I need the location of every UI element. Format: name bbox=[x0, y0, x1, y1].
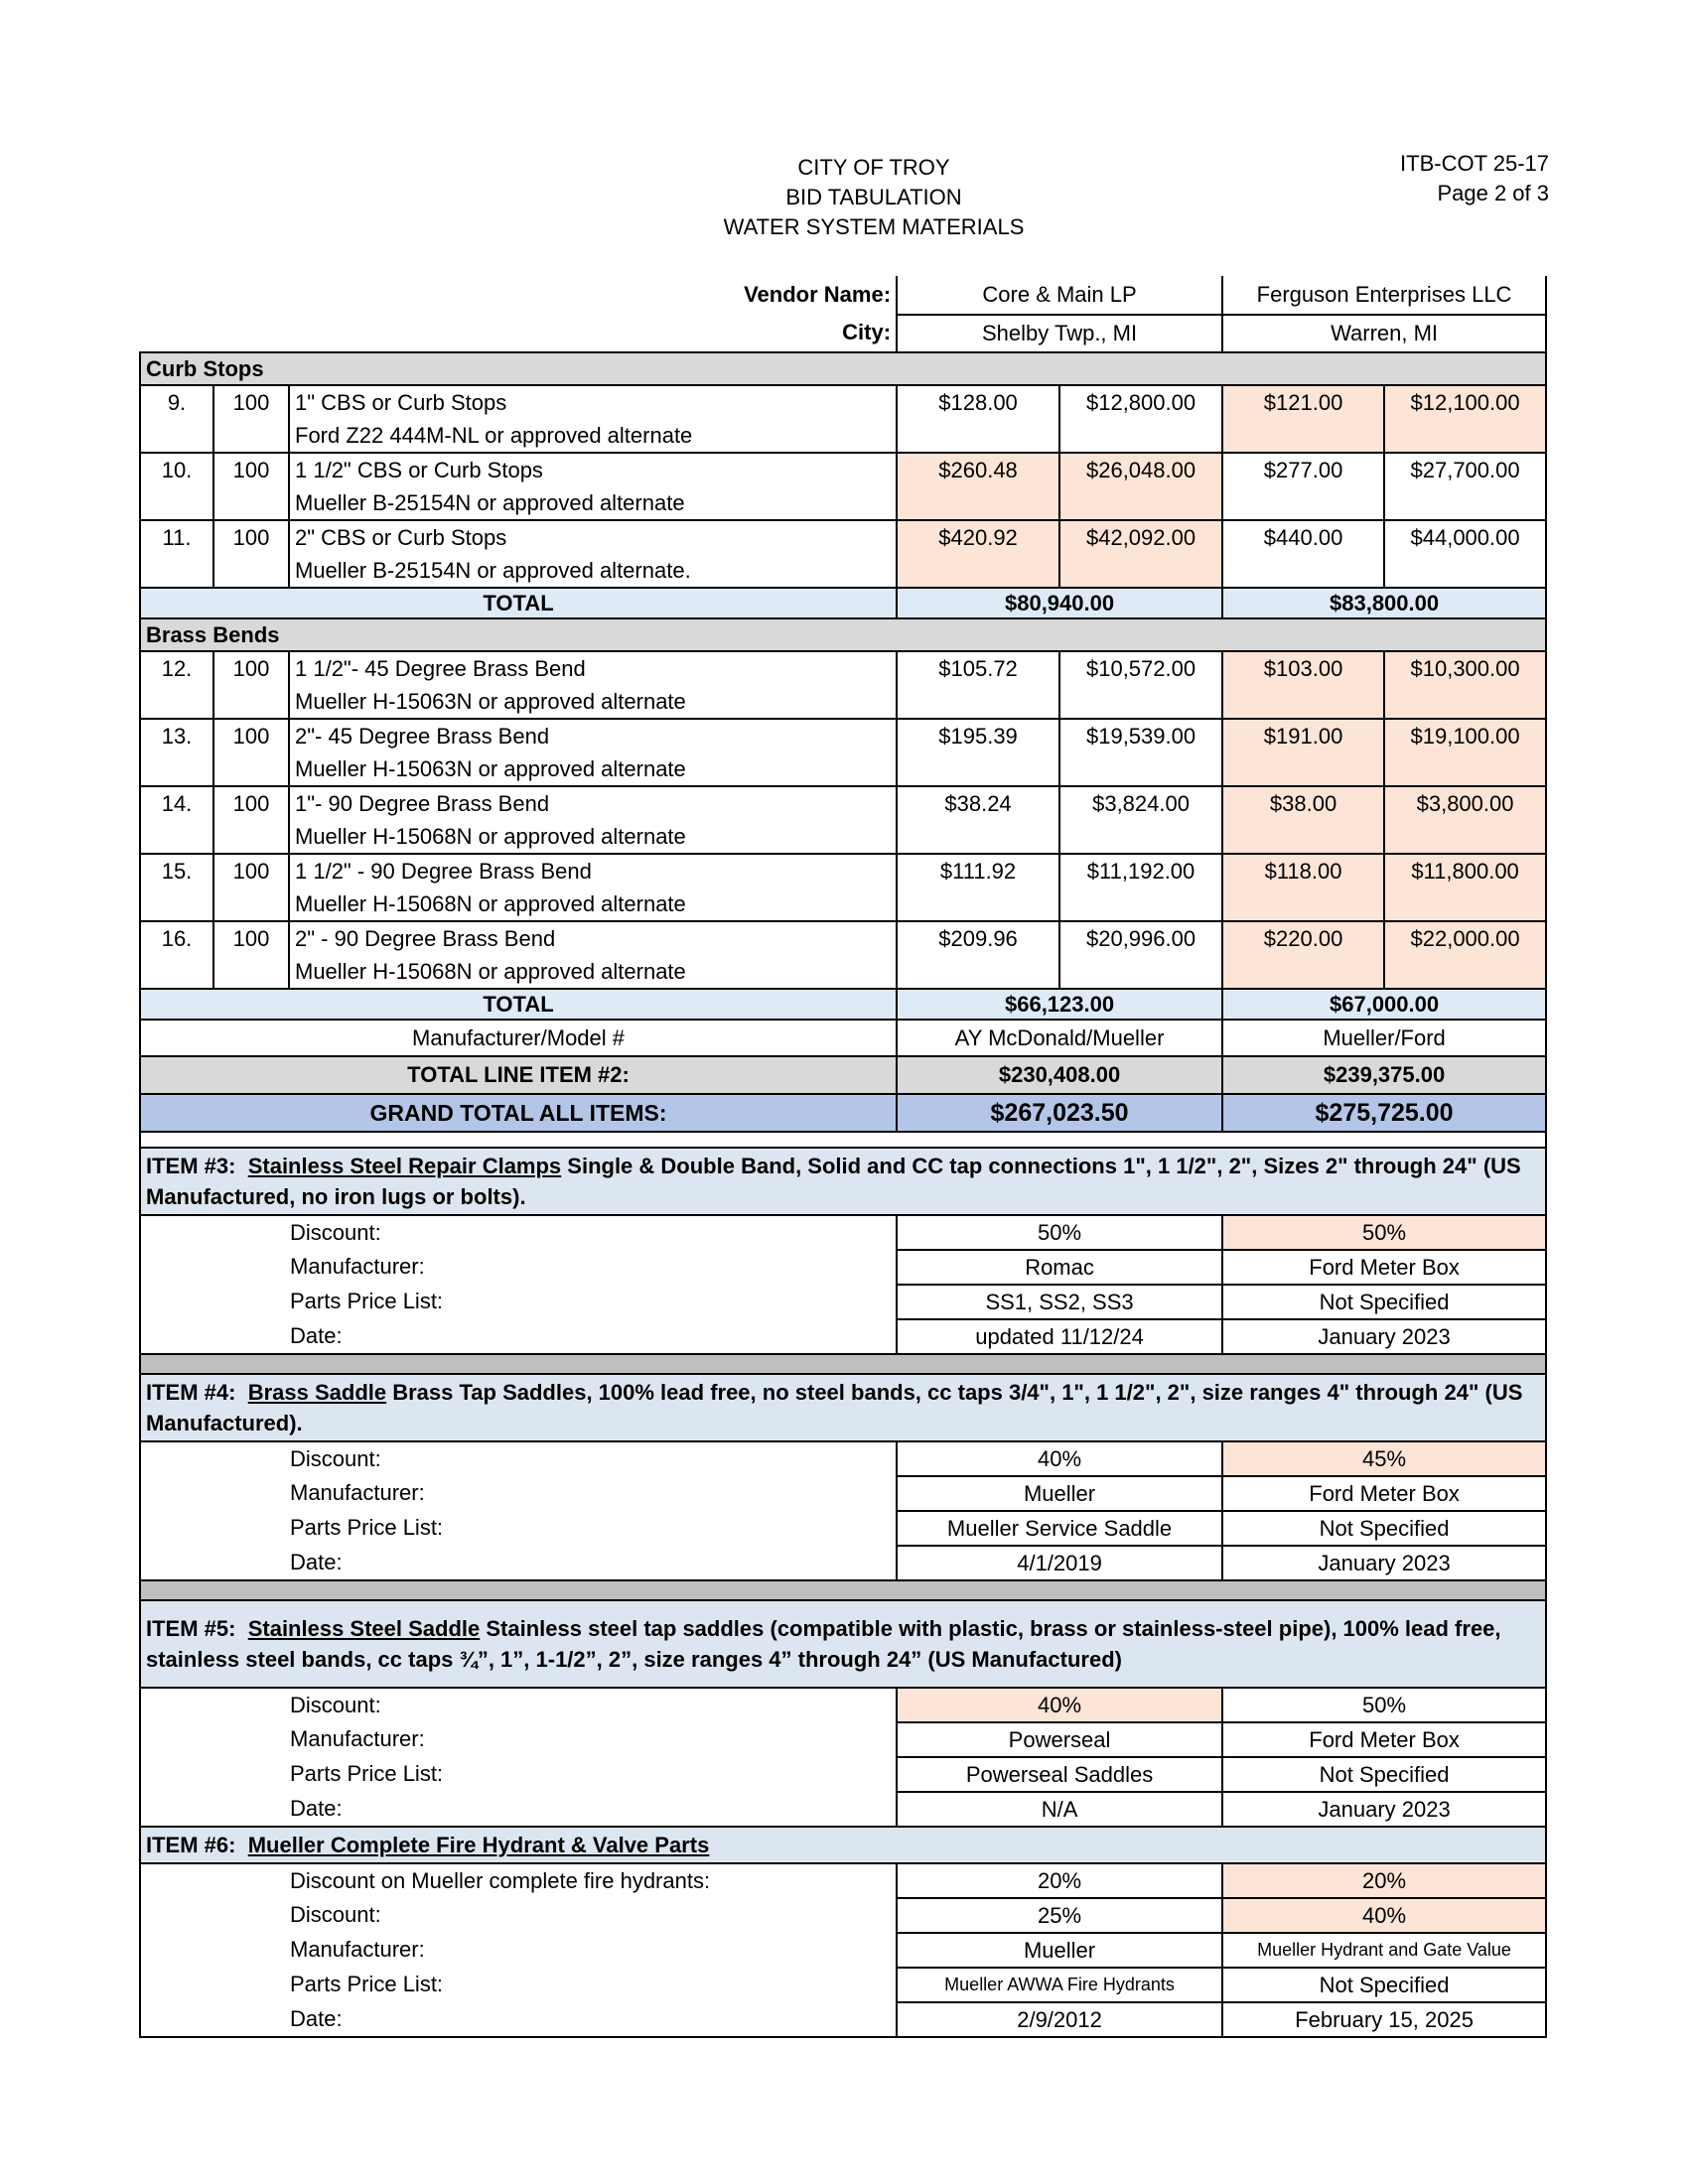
item-description bbox=[289, 453, 897, 520]
vendor1-extended-price: $26,048.00 bbox=[1059, 453, 1222, 520]
itb-number: ITB-COT 25-17 bbox=[1400, 151, 1549, 176]
manufacturer-model-row bbox=[140, 1020, 1546, 1056]
total-label: TOTAL bbox=[140, 588, 897, 618]
detail-label: Date: bbox=[140, 1792, 897, 1827]
vendor1-value: Mueller AWWA Fire Hydrants bbox=[897, 1968, 1222, 2002]
vendor2-value: Ford Meter Box bbox=[1222, 1722, 1546, 1757]
detail-label: Date: bbox=[140, 1546, 897, 1580]
item-desc-line-1: 1 1/2" CBS or Curb Stops bbox=[295, 458, 543, 482]
item-desc-line-2: Mueller H-15068N or approved alternate bbox=[295, 824, 686, 849]
detail-label: Manufacturer: bbox=[140, 1933, 897, 1968]
item3-description: Single & Double Band, Solid and CC tap connections 1", 1 1/2", 2", Sizes 2" through 24" (US Manufactured, no iron lugs or bolts). bbox=[146, 1154, 1521, 1209]
item6-header bbox=[140, 1827, 1546, 1863]
vendor1-unit-price: $420.92 bbox=[897, 520, 1059, 588]
section-header-curb-stops bbox=[140, 352, 1546, 385]
vendor2-unit-price: $118.00 bbox=[1222, 854, 1384, 921]
vendor2-extended-price: $22,000.00 bbox=[1384, 921, 1546, 989]
vendor2-extended-price: $44,000.00 bbox=[1384, 520, 1546, 588]
item6-detail-row bbox=[140, 1933, 1546, 1968]
item-description bbox=[289, 520, 897, 588]
item-number: 9. bbox=[140, 385, 213, 453]
item-desc-line-2: Mueller B-25154N or approved alternate. bbox=[295, 558, 691, 583]
vendor2-line-item-total: $239,375.00 bbox=[1222, 1056, 1546, 1094]
vendor2-value: January 2023 bbox=[1222, 1546, 1546, 1580]
table-row bbox=[140, 854, 1546, 921]
item3-prefix: ITEM #3: bbox=[146, 1154, 236, 1178]
item5-detail-row bbox=[140, 1722, 1546, 1757]
vendor2-extended-price: $19,100.00 bbox=[1384, 719, 1546, 786]
vendor2-value: Not Specified bbox=[1222, 1757, 1546, 1792]
item6-detail-row bbox=[140, 1863, 1546, 1898]
item-description bbox=[289, 854, 897, 921]
vendor1-unit-price: $128.00 bbox=[897, 385, 1059, 453]
vendor1-line-item-total: $230,408.00 bbox=[897, 1056, 1222, 1094]
vendor1-value: Powerseal bbox=[897, 1722, 1222, 1757]
item-number: 15. bbox=[140, 854, 213, 921]
vendor1-extended-price: $12,800.00 bbox=[1059, 385, 1222, 453]
section-title: Curb Stops bbox=[140, 352, 1546, 385]
vendor2-extended-price: $11,800.00 bbox=[1384, 854, 1546, 921]
vendor1-unit-price: $260.48 bbox=[897, 453, 1059, 520]
vendor1-value: 40% bbox=[897, 1688, 1222, 1722]
item-desc-line-1: 2"- 45 Degree Brass Bend bbox=[295, 724, 550, 749]
total-line-item-label: TOTAL LINE ITEM #2: bbox=[140, 1056, 897, 1094]
separator-row bbox=[140, 1580, 1546, 1600]
vendor2-unit-price: $440.00 bbox=[1222, 520, 1384, 588]
vendor1-city: Shelby Twp., MI bbox=[897, 315, 1222, 352]
vendor1-manufacturer-model: AY McDonald/Mueller bbox=[897, 1020, 1222, 1056]
item-desc-line-2: Mueller H-15063N or approved alternate bbox=[295, 756, 686, 781]
detail-label: Parts Price List: bbox=[140, 1511, 897, 1546]
item-description bbox=[289, 651, 897, 719]
item-desc-line-2: Ford Z22 444M-NL or approved alternate bbox=[295, 423, 693, 448]
item-number: 12. bbox=[140, 651, 213, 719]
vendor2-value: 50% bbox=[1222, 1688, 1546, 1722]
section-header-brass-bends bbox=[140, 618, 1546, 651]
item-number: 10. bbox=[140, 453, 213, 520]
vendor2-value: 50% bbox=[1222, 1215, 1546, 1250]
item-desc-line-1: 2" CBS or Curb Stops bbox=[295, 525, 507, 550]
vendor2-unit-price: $220.00 bbox=[1222, 921, 1384, 989]
vendor1-value: N/A bbox=[897, 1792, 1222, 1827]
item6-prefix: ITEM #6: bbox=[146, 1833, 236, 1857]
vendor2-city: Warren, MI bbox=[1222, 315, 1546, 352]
item-desc-line-1: 1" CBS or Curb Stops bbox=[295, 390, 507, 415]
vendor2-grand-total: $275,725.00 bbox=[1222, 1094, 1546, 1132]
table-row bbox=[140, 786, 1546, 854]
vendor1-extended-price: $10,572.00 bbox=[1059, 651, 1222, 719]
vendor-name-row bbox=[140, 276, 1546, 315]
item3-header bbox=[140, 1148, 1546, 1215]
vendor1-value: 50% bbox=[897, 1215, 1222, 1250]
item6-detail-row bbox=[140, 2002, 1546, 2037]
item6-detail-row bbox=[140, 1968, 1546, 2002]
vendor2-value: 45% bbox=[1222, 1441, 1546, 1476]
item3-detail-row bbox=[140, 1285, 1546, 1319]
detail-label: Discount: bbox=[140, 1898, 897, 1933]
grand-total-label: GRAND TOTAL ALL ITEMS: bbox=[140, 1094, 897, 1132]
item-desc-line-1: 2" - 90 Degree Brass Bend bbox=[295, 926, 556, 951]
vendor1-extended-price: $20,996.00 bbox=[1059, 921, 1222, 989]
item3-detail-row bbox=[140, 1215, 1546, 1250]
separator-row bbox=[140, 1354, 1546, 1374]
vendor2-unit-price: $191.00 bbox=[1222, 719, 1384, 786]
vendor1-value: updated 11/12/24 bbox=[897, 1319, 1222, 1354]
item3-detail-row bbox=[140, 1250, 1546, 1285]
item5-prefix: ITEM #5: bbox=[146, 1616, 236, 1641]
detail-label: Discount: bbox=[140, 1441, 897, 1476]
detail-label: Manufacturer: bbox=[140, 1722, 897, 1757]
vendor2-extended-price: $12,100.00 bbox=[1384, 385, 1546, 453]
detail-label: Parts Price List: bbox=[140, 1285, 897, 1319]
vendor1-value: Powerseal Saddles bbox=[897, 1757, 1222, 1792]
table-row bbox=[140, 453, 1546, 520]
table-row bbox=[140, 719, 1546, 786]
header-line-1: CITY OF TROY bbox=[797, 155, 950, 180]
item6-title: Mueller Complete Fire Hydrant & Valve Parts bbox=[247, 1833, 710, 1857]
item-desc-line-2: Mueller H-15068N or approved alternate bbox=[295, 891, 686, 916]
vendor2-value: Ford Meter Box bbox=[1222, 1476, 1546, 1511]
vendor2-manufacturer-model: Mueller/Ford bbox=[1222, 1020, 1546, 1056]
spacer-row bbox=[140, 1132, 1546, 1148]
item4-detail-row bbox=[140, 1511, 1546, 1546]
vendor1-extended-price: $42,092.00 bbox=[1059, 520, 1222, 588]
vendor2-total: $83,800.00 bbox=[1222, 588, 1546, 618]
detail-label: Date: bbox=[140, 2002, 897, 2037]
item-desc-line-2: Mueller B-25154N or approved alternate bbox=[295, 490, 685, 515]
vendor1-unit-price: $111.92 bbox=[897, 854, 1059, 921]
item-number: 11. bbox=[140, 520, 213, 588]
vendor2-value: Not Specified bbox=[1222, 1968, 1546, 2002]
vendor1-name: Core & Main LP bbox=[897, 276, 1222, 315]
table-row bbox=[140, 520, 1546, 588]
item-description bbox=[289, 786, 897, 854]
detail-label: Manufacturer: bbox=[140, 1250, 897, 1285]
item5-detail-row bbox=[140, 1688, 1546, 1722]
detail-label: Date: bbox=[140, 1319, 897, 1354]
vendor2-value: January 2023 bbox=[1222, 1319, 1546, 1354]
item-quantity: 100 bbox=[213, 921, 289, 989]
header-line-3: WATER SYSTEM MATERIALS bbox=[723, 214, 1025, 239]
item4-description: Brass Tap Saddles, 100% lead free, no steel bands, cc taps 3/4", 1", 1 1/2", 2", size ranges 4" through 24" (US Manufactured). bbox=[146, 1380, 1523, 1435]
item-description bbox=[289, 385, 897, 453]
vendor1-extended-price: $11,192.00 bbox=[1059, 854, 1222, 921]
vendor1-grand-total: $267,023.50 bbox=[897, 1094, 1222, 1132]
item3-detail-row bbox=[140, 1319, 1546, 1354]
detail-label: Manufacturer: bbox=[140, 1476, 897, 1511]
item5-title: Stainless Steel Saddle bbox=[247, 1616, 481, 1641]
item3-title: Stainless Steel Repair Clamps bbox=[247, 1154, 562, 1178]
document-reference bbox=[1241, 149, 1549, 208]
vendor1-unit-price: $209.96 bbox=[897, 921, 1059, 989]
vendor2-extended-price: $10,300.00 bbox=[1384, 651, 1546, 719]
item-desc-line-1: 1"- 90 Degree Brass Bend bbox=[295, 791, 550, 816]
total-label: TOTAL bbox=[140, 989, 897, 1020]
item-quantity: 100 bbox=[213, 854, 289, 921]
vendor1-extended-price: $19,539.00 bbox=[1059, 719, 1222, 786]
item4-header bbox=[140, 1374, 1546, 1441]
item-desc-line-1: 1 1/2" - 90 Degree Brass Bend bbox=[295, 859, 592, 884]
detail-label: Discount: bbox=[140, 1688, 897, 1722]
vendor1-value: 40% bbox=[897, 1441, 1222, 1476]
vendor2-value: Not Specified bbox=[1222, 1285, 1546, 1319]
vendor2-extended-price: $3,800.00 bbox=[1384, 786, 1546, 854]
vendor-city-row bbox=[140, 315, 1546, 352]
vendor1-total: $80,940.00 bbox=[897, 588, 1222, 618]
vendor2-value: January 2023 bbox=[1222, 1792, 1546, 1827]
item-quantity: 100 bbox=[213, 453, 289, 520]
table-row bbox=[140, 921, 1546, 989]
vendor-city-label: City: bbox=[140, 315, 897, 352]
item4-detail-row bbox=[140, 1476, 1546, 1511]
item5-detail-row bbox=[140, 1757, 1546, 1792]
item5-description: Stainless steel tap saddles (compatible with plastic, brass or stainless-steel pipe), 100% lead free, stainless steel bands, cc taps ¾”, 1”, 1-1/2”, 2”, size ranges 4” through 24” (US Manufactured) bbox=[146, 1616, 1501, 1672]
section-title: Brass Bends bbox=[140, 618, 1546, 651]
detail-label: Discount: bbox=[140, 1215, 897, 1250]
detail-label: Parts Price List: bbox=[140, 1757, 897, 1792]
item-quantity: 100 bbox=[213, 786, 289, 854]
vendor1-unit-price: $105.72 bbox=[897, 651, 1059, 719]
document-header bbox=[635, 153, 1112, 242]
vendor-name-label: Vendor Name: bbox=[140, 276, 897, 315]
vendor1-extended-price: $3,824.00 bbox=[1059, 786, 1222, 854]
vendor2-unit-price: $121.00 bbox=[1222, 385, 1384, 453]
item-description bbox=[289, 719, 897, 786]
item-quantity: 100 bbox=[213, 719, 289, 786]
grand-total-row bbox=[140, 1094, 1546, 1132]
vendor1-value: 25% bbox=[897, 1898, 1222, 1933]
vendor2-name: Ferguson Enterprises LLC bbox=[1222, 276, 1546, 315]
vendor2-unit-price: $103.00 bbox=[1222, 651, 1384, 719]
vendor2-value: 40% bbox=[1222, 1898, 1546, 1933]
vendor2-extended-price: $27,700.00 bbox=[1384, 453, 1546, 520]
item6-detail-row bbox=[140, 1898, 1546, 1933]
item4-title: Brass Saddle bbox=[247, 1380, 387, 1405]
vendor1-value: SS1, SS2, SS3 bbox=[897, 1285, 1222, 1319]
table-row bbox=[140, 385, 1546, 453]
detail-label: Parts Price List: bbox=[140, 1968, 897, 2002]
item-quantity: 100 bbox=[213, 651, 289, 719]
vendor1-value: Mueller bbox=[897, 1476, 1222, 1511]
vendor2-value: Ford Meter Box bbox=[1222, 1250, 1546, 1285]
detail-label: Discount on Mueller complete fire hydrants: bbox=[140, 1863, 897, 1898]
total-line-item-row bbox=[140, 1056, 1546, 1094]
vendor2-value: 20% bbox=[1222, 1863, 1546, 1898]
item4-prefix: ITEM #4: bbox=[146, 1380, 236, 1405]
item-desc-line-2: Mueller H-15063N or approved alternate bbox=[295, 689, 686, 714]
item-desc-line-1: 1 1/2"- 45 Degree Brass Bend bbox=[295, 656, 586, 681]
item-number: 16. bbox=[140, 921, 213, 989]
vendor2-value: Mueller Hydrant and Gate Value bbox=[1222, 1933, 1546, 1968]
vendor2-value: Not Specified bbox=[1222, 1511, 1546, 1546]
vendor1-value: Romac bbox=[897, 1250, 1222, 1285]
bid-tabulation-table bbox=[139, 276, 1547, 2038]
header-line-2: BID TABULATION bbox=[785, 185, 962, 209]
item-number: 13. bbox=[140, 719, 213, 786]
vendor2-total: $67,000.00 bbox=[1222, 989, 1546, 1020]
vendor1-total: $66,123.00 bbox=[897, 989, 1222, 1020]
item-number: 14. bbox=[140, 786, 213, 854]
curb-stops-total-row bbox=[140, 588, 1546, 618]
vendor1-value: 2/9/2012 bbox=[897, 2002, 1222, 2037]
brass-bends-total-row bbox=[140, 989, 1546, 1020]
vendor1-value: 4/1/2019 bbox=[897, 1546, 1222, 1580]
vendor1-value: 20% bbox=[897, 1863, 1222, 1898]
item4-detail-row bbox=[140, 1441, 1546, 1476]
vendor2-value: February 15, 2025 bbox=[1222, 2002, 1546, 2037]
vendor2-unit-price: $277.00 bbox=[1222, 453, 1384, 520]
item5-detail-row bbox=[140, 1792, 1546, 1827]
table-row bbox=[140, 651, 1546, 719]
manufacturer-model-label: Manufacturer/Model # bbox=[140, 1020, 897, 1056]
vendor1-value: Mueller bbox=[897, 1933, 1222, 1968]
vendor1-value: Mueller Service Saddle bbox=[897, 1511, 1222, 1546]
vendor2-unit-price: $38.00 bbox=[1222, 786, 1384, 854]
item4-detail-row bbox=[140, 1546, 1546, 1580]
item-desc-line-2: Mueller H-15068N or approved alternate bbox=[295, 959, 686, 984]
item-quantity: 100 bbox=[213, 520, 289, 588]
item5-header bbox=[140, 1600, 1546, 1688]
page-number: Page 2 of 3 bbox=[1437, 181, 1549, 205]
item-description bbox=[289, 921, 897, 989]
item-quantity: 100 bbox=[213, 385, 289, 453]
vendor1-unit-price: $195.39 bbox=[897, 719, 1059, 786]
vendor1-unit-price: $38.24 bbox=[897, 786, 1059, 854]
